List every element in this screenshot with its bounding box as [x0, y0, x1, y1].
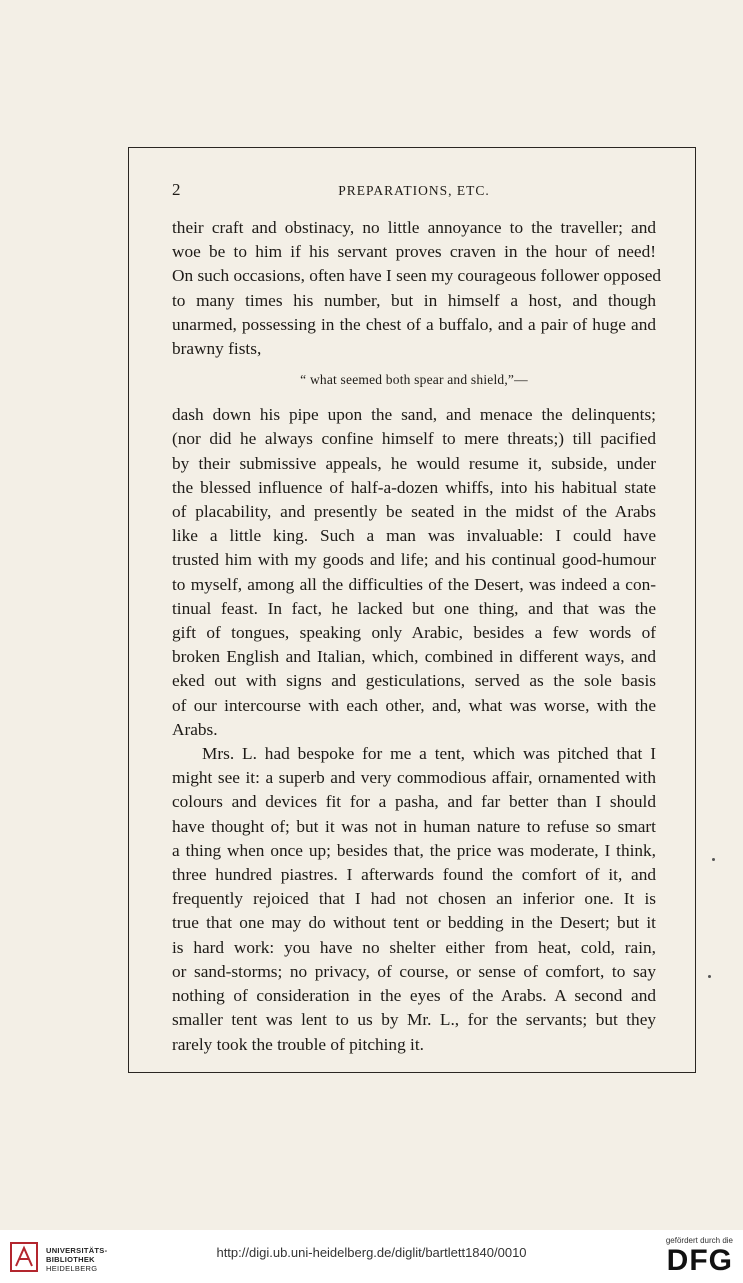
text-line: eked out with signs and gesticulations, served as the sole basis [172, 671, 656, 691]
paper-speck [708, 975, 711, 978]
text-line: unarmed, possessing in the chest of a buffalo, and a pair of huge and [172, 314, 656, 334]
paragraph-3 [172, 742, 656, 1057]
text-line: gift of tongues, speaking only Arabic, besides a few words of [172, 623, 656, 643]
paper-speck [712, 858, 715, 861]
text-line: is hard work: you have no shelter either from heat, cold, rain, [172, 937, 656, 957]
text-line: might see it: a superb and very commodious affair, ornamented with [172, 768, 656, 788]
body-text [172, 216, 662, 1057]
paragraph-2 [172, 403, 656, 742]
text-line: tinual feast. In fact, he lacked but one thing, and that was the [172, 598, 656, 618]
text-line: smaller tent was lent to us by Mr. L., for the servants; but they [172, 1010, 656, 1030]
library-name-line: BIBLIOTHEK [46, 1255, 95, 1264]
text-line: On such occasions, often have I seen my courageous follower opposed [172, 266, 662, 286]
text-line: like a little king. Such a man was invaluable: I could have [172, 526, 656, 546]
running-title: PREPARATIONS, ETC. [338, 183, 490, 198]
text-line: Mrs. L. had bespoke for me a tent, which was pitched that I [202, 744, 656, 764]
text-line: of our intercourse with each other, and, what was worse, with the [172, 695, 656, 715]
text-line: three hundred piastres. I afterwards found the comfort of it, and [172, 865, 656, 885]
text-line: true that one may do without tent or bedding in the Desert; but it [172, 913, 656, 933]
page-number: 2 [172, 180, 182, 199]
viewer-footer [0, 1230, 743, 1283]
text-line: frequently rejoiced that I had not chosen an inferior one. It is [172, 889, 656, 909]
text-line: brawny fists, [172, 339, 262, 359]
funding-note: gefördert durch die [665, 1236, 733, 1245]
text-line: a thing when once up; besides that, the price was moderate, I think, [172, 840, 656, 860]
text-line: trusted him with my goods and life; and his continual good-humour [172, 550, 656, 570]
text-line: nothing of consideration in the eyes of the Arabs. A second and [172, 986, 656, 1006]
text-line: have thought of; but it was not in human nature to refuse so smart [172, 816, 656, 836]
dfg-logo: DFG [666, 1244, 733, 1277]
text-line: or sand-storms; no privacy, of course, or sense of comfort, to say [172, 961, 656, 981]
text-line: rarely took the trouble of pitching it. [172, 1034, 424, 1054]
permalink-url[interactable]: http://digi.ub.uni-heidelberg.de/diglit/bartlett1840/0010 [216, 1245, 527, 1260]
library-name-line: UNIVERSITÄTS- [46, 1246, 108, 1255]
block-quote: “ what seemed both spear and shield,”— [300, 372, 528, 388]
text-line: broken English and Italian, which, combined in different ways, and [172, 647, 656, 667]
text-line: woe be to him if his servant proves craven in the hour of need! [172, 242, 656, 262]
funder-logo[interactable] [651, 1236, 733, 1280]
text-line: their craft and obstinacy, no little annoyance to the traveller; and [172, 218, 656, 237]
text-line: Arabs. [172, 719, 218, 739]
text-line: colours and devices fit for a pasha, and far better than I should [172, 792, 656, 812]
text-line: dash down his pipe upon the sand, and menace the delinquents; [172, 405, 656, 425]
text-line: the blessed influence of half-a-dozen whiffs, into his habitual state [172, 477, 656, 497]
text-line: to myself, among all the difficulties of the Desert, was indeed a con- [172, 574, 656, 594]
text-line: by their submissive appeals, he would resume it, subside, under [172, 453, 656, 473]
paragraph-1 [172, 216, 662, 361]
text-line: to many times his number, but in himself a host, and though [172, 290, 656, 310]
library-name-line: HEIDELBERG [46, 1264, 98, 1273]
text-line: of placability, and presently be seated in the midst of the Arabs [172, 502, 656, 522]
text-line: (nor did he always confine himself to mere threats;) till pacified [172, 429, 656, 449]
